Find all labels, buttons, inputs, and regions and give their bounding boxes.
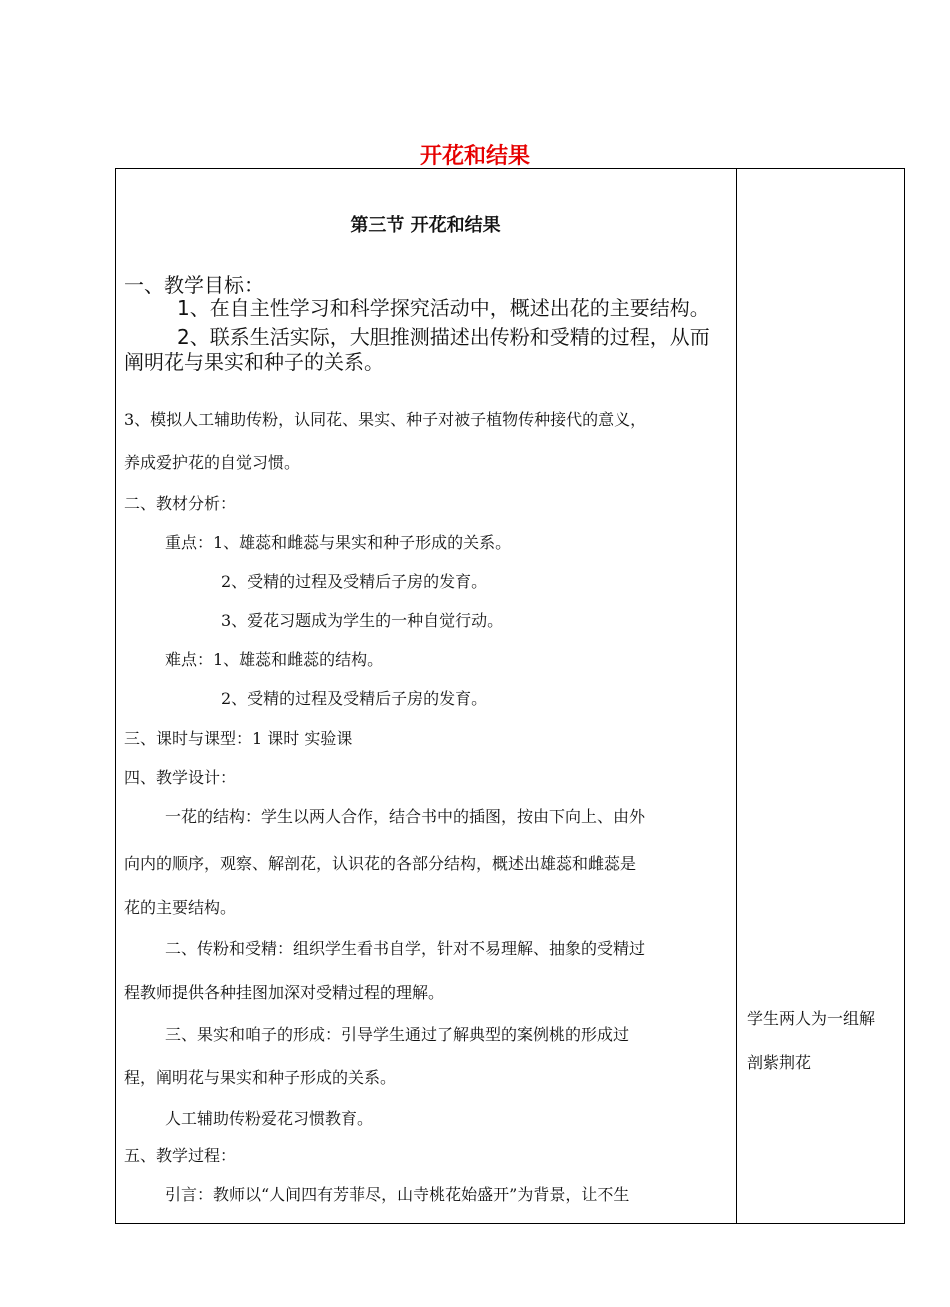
design-p1-line2: 向内的顺序，观察、解剖花，认识花的各部分结构，概述出雄蕊和雌蕊是 bbox=[124, 854, 637, 873]
section-title: 第三节 开花和结果 bbox=[350, 215, 501, 236]
side-note-line1: 学生两人为一组解 bbox=[747, 1009, 876, 1028]
process-intro: 引言：教师以“人间四有芳菲尽，山寺桃花始盛开”为背景，让不生 bbox=[165, 1185, 630, 1204]
process-heading: 五、教学过程： bbox=[124, 1146, 237, 1165]
design-p3-line1: 三、果实和咱子的形成：引导学生通过了解典型的案例桃的形成过 bbox=[165, 1025, 630, 1044]
design-p1-line3: 花的主要结构。 bbox=[124, 898, 237, 917]
page-title: 开花和结果 bbox=[419, 144, 530, 169]
design-p3-line2: 程，阐明花与果实和种子形成的关系。 bbox=[124, 1068, 397, 1087]
objective-item-2-line2: 阐明花与果实和种子的关系。 bbox=[124, 350, 384, 374]
design-p2-line2: 程教师提供各种挂图加深对受精过程的理解。 bbox=[124, 983, 445, 1002]
design-heading: 四、教学设计： bbox=[124, 768, 237, 787]
objective-item-1: 1、在自主性学习和科学探究活动中，概述出花的主要结构。 bbox=[177, 296, 710, 320]
objective-item-3-line2: 养成爱护花的自觉习惯。 bbox=[124, 453, 301, 472]
difficulty-1: 难点：1、雄蕊和雌蕊的结构。 bbox=[165, 650, 384, 669]
key-point-2: 2、受精的过程及受精后子房的发育。 bbox=[221, 572, 488, 591]
difficulty-2: 2、受精的过程及受精后子房的发育。 bbox=[221, 689, 488, 708]
lesson-type: 三、课时与课型：1 课时 实验课 bbox=[124, 729, 353, 748]
key-point-1: 重点：1、雄蕊和雌蕊与果实和种子形成的关系。 bbox=[165, 533, 512, 552]
analysis-heading: 二、教材分析： bbox=[124, 494, 237, 513]
design-p2-line1: 二、传粉和受精：组织学生看书自学，针对不易理解、抽象的受精过 bbox=[165, 939, 646, 958]
design-p4: 人工辅助传粉爱花习惯教育。 bbox=[165, 1109, 374, 1128]
design-p1-line1: 一花的结构：学生以两人合作，结合书中的插图，按由下向上、由外 bbox=[165, 807, 646, 826]
objective-item-3-line1: 3、模拟人工辅助传粉，认同花、果实、种子对被子植物传种接代的意义， bbox=[124, 410, 647, 429]
side-note-line2: 剖紫荆花 bbox=[747, 1053, 812, 1072]
column-divider bbox=[736, 168, 737, 1224]
key-point-3: 3、爱花习题成为学生的一种自觉行动。 bbox=[221, 611, 504, 630]
objectives-heading: 一、教学目标： bbox=[124, 273, 264, 297]
objective-item-2-line1: 2、联系生活实际，大胆推测描述出传粉和受精的过程，从而 bbox=[177, 325, 710, 349]
